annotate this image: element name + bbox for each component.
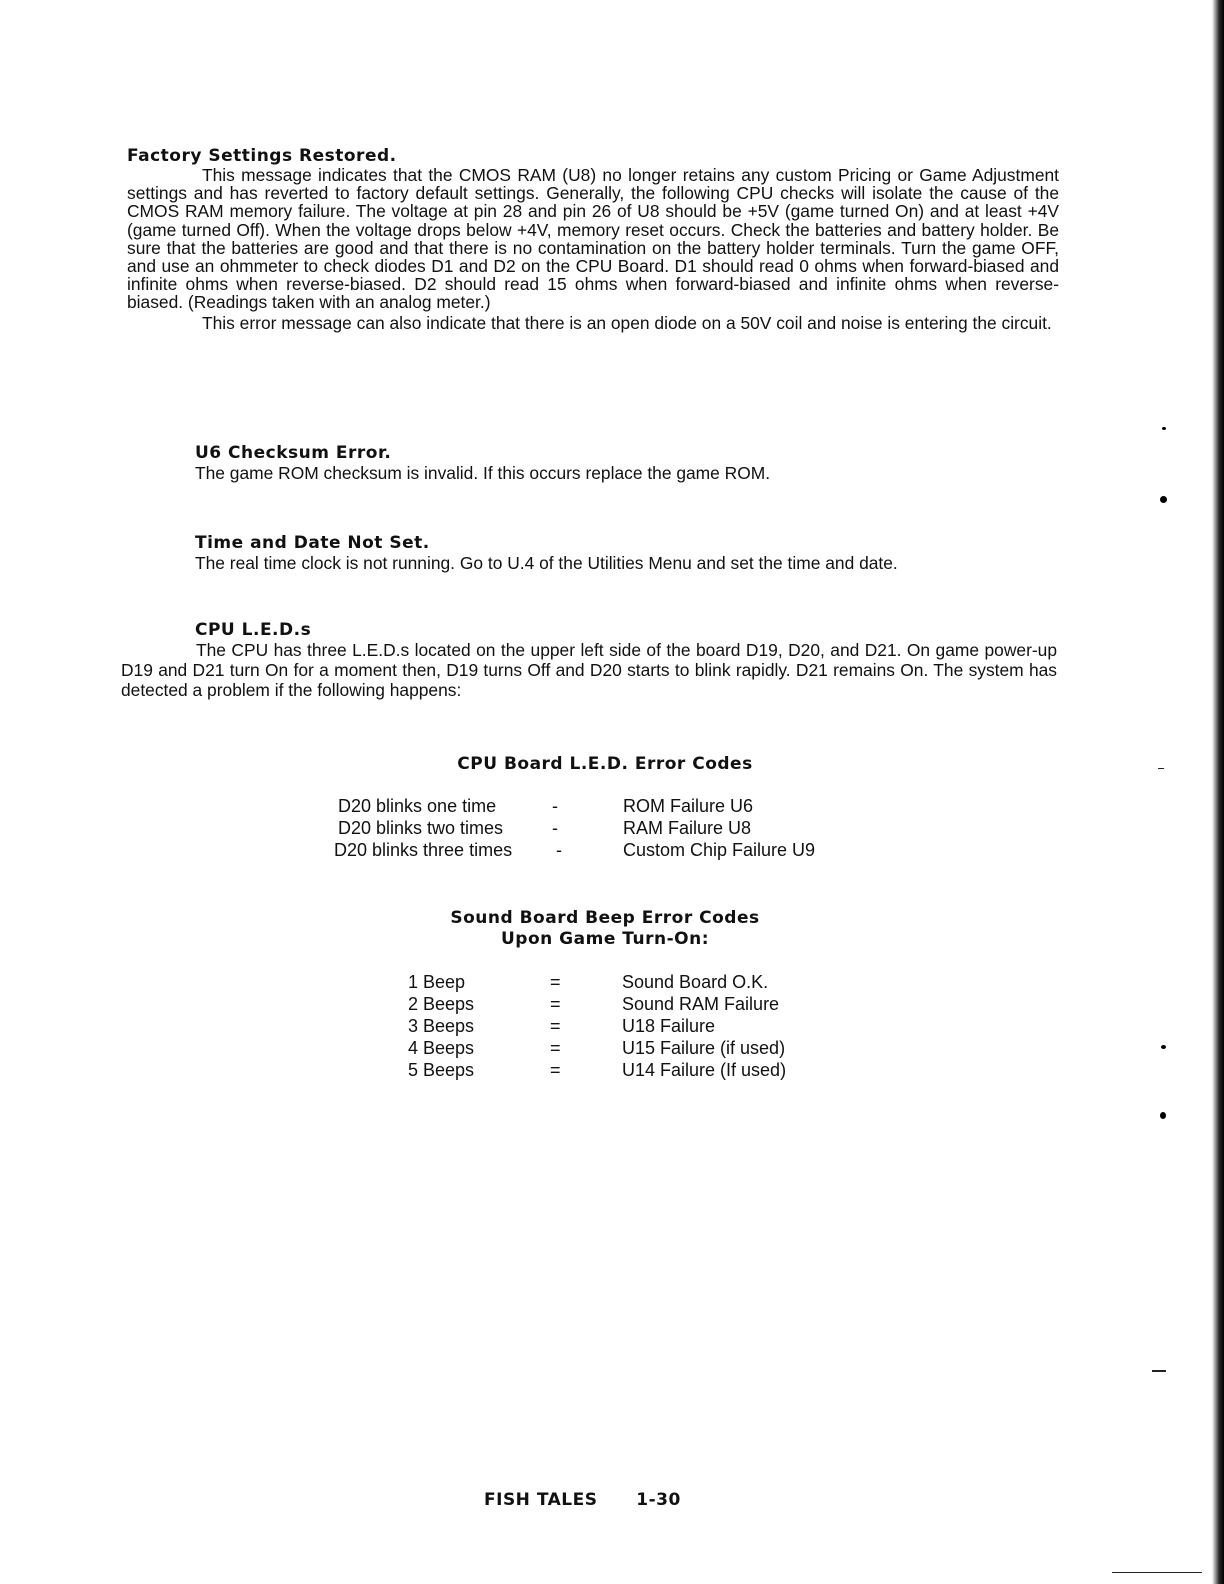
factory-settings-section: [127, 146, 1059, 332]
sound-title-line-1: Sound Board Beep Error Codes: [450, 908, 760, 928]
sound-code-cell: 4 Beeps: [408, 1038, 475, 1058]
cpu-code-cell: D20 blinks three times: [334, 840, 513, 860]
sound-sep-cell: =: [550, 1016, 561, 1036]
sound-meaning-cell: U14 Failure (If used): [622, 1060, 787, 1080]
page-footer: [484, 1490, 681, 1510]
sound-sep-cell: =: [550, 1038, 561, 1058]
cpu-meaning-cell: Custom Chip Failure U9: [623, 840, 816, 860]
time-date-text: The real time clock is not running. Go to U.4 of the Utilities Menu and set the time and date.: [195, 553, 898, 573]
scan-speck: [1160, 496, 1167, 503]
cpu-leds-heading: CPU L.E.D.s: [195, 620, 312, 640]
table-row: [0, 994, 1224, 1016]
scan-speck: [1162, 427, 1166, 430]
cpu-sep-cell: -: [556, 840, 562, 860]
table-row: [0, 796, 1224, 818]
scan-speck: [1161, 1045, 1166, 1049]
scan-speck: [1160, 1112, 1166, 1119]
sound-code-cell: 5 Beeps: [408, 1060, 475, 1080]
sound-code-cell: 2 Beeps: [408, 994, 475, 1014]
u6-checksum-heading: U6 Checksum Error.: [195, 443, 392, 463]
sound-sep-cell: =: [550, 1060, 561, 1080]
u6-checksum-section: [195, 443, 1055, 484]
scan-mark: [1158, 768, 1164, 769]
cpu-meaning-cell: ROM Failure U6: [623, 796, 754, 816]
sound-error-codes-title: [320, 908, 890, 950]
cpu-code-cell: D20 blinks one time: [338, 796, 497, 816]
table-row: [0, 840, 1224, 862]
factory-settings-heading: Factory Settings Restored.: [127, 146, 397, 166]
scan-mark: [1112, 1572, 1202, 1573]
cpu-leds-text: The CPU has three L.E.D.s located on the upper left side of the board D19, D20, and D21. On game power-up D19 and D21 turn On for a moment then, D19 turns Off and D20 starts to blink rapidly. D21 remains On. The system has detected a problem if the following happens:: [121, 640, 1057, 700]
cpu-sep-cell: -: [552, 796, 558, 816]
cpu-sep-cell: -: [552, 818, 558, 838]
factory-settings-paragraph-1: This message indicates that the CMOS RAM (U8) no longer retains any custom Pricing or Game Adjustment settings and has reverted to factory default settings. Generally, the following CPU checks will isolate the cause of the CMOS RAM memory failure. The voltage at pin 28 and pin 26 of U8 should be +5V (game turned On) and at least +4V (game turned Off). When the voltage drops below +4V, memory reset occurs. Check the batteries and battery holder. Be sure that the batteries are good and that there is no contamination on the battery holder terminals. Turn the game OFF, and use an ohmmeter to check diodes D1 and D2 on the CPU Board. D1 should read 0 ohms when forward-biased and infinite ohms when reverse-biased. D2 should read 15 ohms when forward-biased and infinite ohms when reverse-biased. (Readings taken with an analog meter.): [127, 165, 1059, 313]
cpu-error-codes-title: CPU Board L.E.D. Error Codes: [457, 754, 753, 774]
u6-checksum-text: The game ROM checksum is invalid. If this occurs replace the game ROM.: [195, 463, 771, 483]
cpu-leds-section: [121, 620, 1057, 700]
table-row: [0, 1060, 1224, 1082]
table-row: [0, 818, 1224, 840]
sound-sep-cell: =: [550, 994, 561, 1014]
sound-meaning-cell: U18 Failure: [622, 1016, 716, 1036]
factory-settings-paragraph-2: This error message can also indicate that there is an open diode on a 50V coil and noise is entering the circuit.: [202, 312, 1052, 333]
time-date-heading: Time and Date Not Set.: [195, 533, 430, 553]
sound-code-cell: 3 Beeps: [408, 1016, 475, 1036]
cpu-code-cell: D20 blinks two times: [338, 818, 504, 838]
page-edge-shadow: [1212, 0, 1224, 1584]
scan-mark: [1152, 1370, 1166, 1372]
table-row: [0, 1016, 1224, 1038]
sound-meaning-cell: Sound Board O.K.: [622, 972, 769, 992]
table-row: [0, 972, 1224, 994]
cpu-meaning-cell: RAM Failure U8: [623, 818, 752, 838]
footer-title: FISH TALES: [484, 1490, 598, 1510]
sound-title-line-2: Upon Game Turn-On:: [501, 929, 709, 949]
sound-meaning-cell: Sound RAM Failure: [622, 994, 780, 1014]
table-row: [0, 1038, 1224, 1060]
sound-sep-cell: =: [550, 972, 561, 992]
sound-code-cell: 1 Beep: [408, 972, 466, 992]
time-date-section: [195, 533, 1055, 574]
footer-page-number: 1-30: [636, 1490, 681, 1510]
sound-meaning-cell: U15 Failure (if used): [622, 1038, 786, 1058]
